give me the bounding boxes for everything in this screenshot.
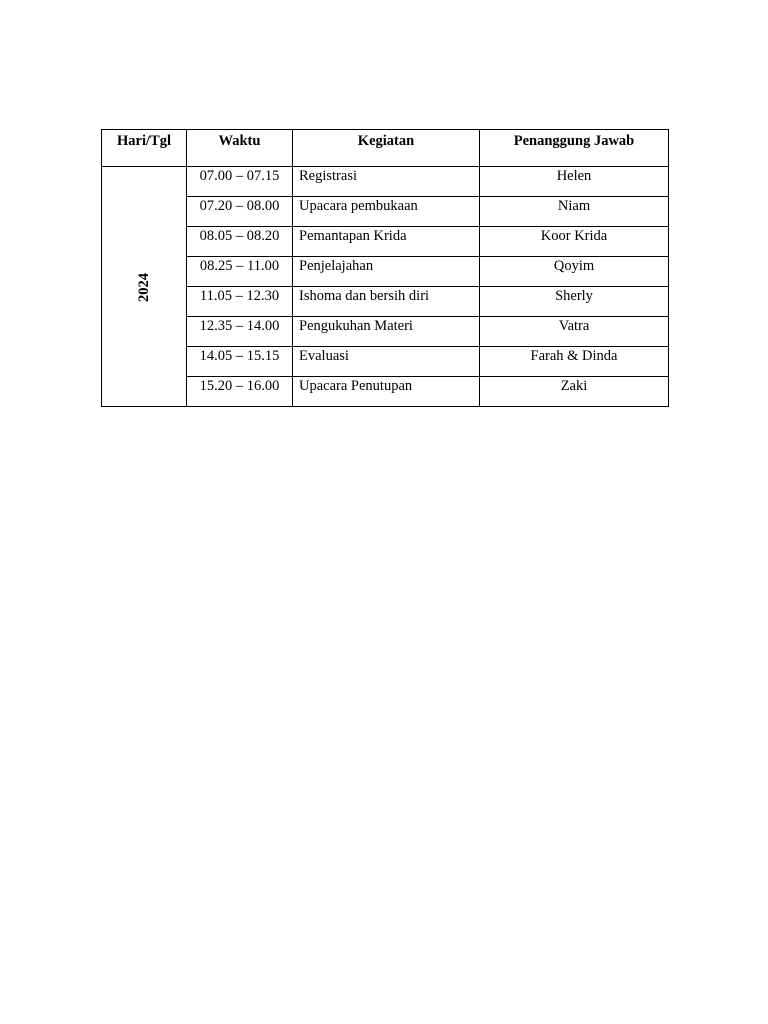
activity-cell: Pengukuhan Materi — [293, 317, 480, 347]
time-cell: 14.05 – 15.15 — [187, 347, 293, 377]
table-row — [102, 227, 669, 257]
header-pic: Penanggung Jawab — [480, 130, 669, 167]
pic-cell: Farah & Dinda — [480, 347, 669, 377]
table-row — [102, 347, 669, 377]
header-time: Waktu — [187, 130, 293, 167]
day-cell — [102, 167, 187, 407]
pic-cell: Qoyim — [480, 257, 669, 287]
time-cell: 07.20 – 08.00 — [187, 197, 293, 227]
activity-cell: Pemantapan Krida — [293, 227, 480, 257]
header-day: Hari/Tgl — [102, 130, 187, 167]
pic-cell: Sherly — [480, 287, 669, 317]
table-header-row — [102, 130, 669, 167]
time-cell: 15.20 – 16.00 — [187, 377, 293, 407]
time-cell: 08.25 – 11.00 — [187, 257, 293, 287]
time-cell: 07.00 – 07.15 — [187, 167, 293, 197]
time-cell: 12.35 – 14.00 — [187, 317, 293, 347]
pic-cell: Niam — [480, 197, 669, 227]
activity-cell: Ishoma dan bersih diri — [293, 287, 480, 317]
pic-cell: Vatra — [480, 317, 669, 347]
activity-cell: Upacara Penutupan — [293, 377, 480, 407]
day-value: 2024 — [135, 272, 152, 302]
activity-cell: Upacara pembukaan — [293, 197, 480, 227]
time-cell: 11.05 – 12.30 — [187, 287, 293, 317]
table-row — [102, 257, 669, 287]
pic-cell: Zaki — [480, 377, 669, 407]
table-row — [102, 317, 669, 347]
schedule-table — [101, 129, 669, 407]
time-cell: 08.05 – 08.20 — [187, 227, 293, 257]
table-row — [102, 167, 669, 197]
pic-cell: Koor Krida — [480, 227, 669, 257]
activity-cell: Penjelajahan — [293, 257, 480, 287]
table-row — [102, 377, 669, 407]
activity-cell: Registrasi — [293, 167, 480, 197]
activity-cell: Evaluasi — [293, 347, 480, 377]
header-activity: Kegiatan — [293, 130, 480, 167]
table-row — [102, 197, 669, 227]
table-row — [102, 287, 669, 317]
pic-cell: Helen — [480, 167, 669, 197]
